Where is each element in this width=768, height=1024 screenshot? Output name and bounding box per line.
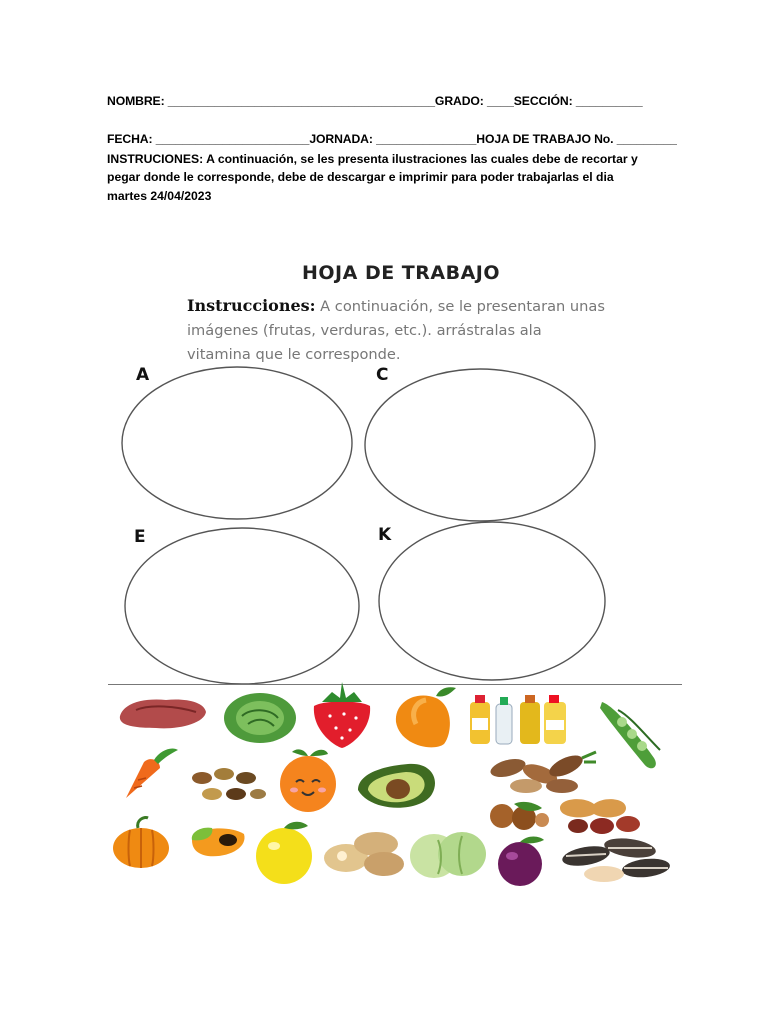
circle-vitamin-c[interactable] [365, 369, 595, 521]
plum-icon[interactable] [492, 832, 548, 888]
circle-vitamin-k[interactable] [379, 522, 605, 680]
vitamin-e-label: E [134, 527, 146, 547]
peanuts-icon[interactable] [554, 792, 650, 836]
vitamin-a-label: A [136, 365, 150, 385]
worksheet-instructions-lead: Instrucciones: [187, 296, 316, 315]
circle-vitamin-e[interactable] [125, 528, 359, 684]
lemon-icon[interactable] [252, 820, 318, 886]
carrot-icon[interactable] [118, 742, 182, 802]
strawberry-icon[interactable] [306, 680, 378, 750]
almonds-icon[interactable] [486, 748, 598, 798]
header-instructions: INSTRUCIONES: A continuación, se les presenta ilustraciones las cuales debe de recortar y pegar donde le corresponde, debe de descargar e imprimir para poder trabajarlas el dia martes 24/04/2023 [107, 152, 638, 203]
green-beans-icon[interactable] [594, 692, 670, 774]
spices-icon[interactable] [188, 764, 268, 806]
circle-vitamin-a[interactable] [122, 367, 352, 519]
papaya-icon[interactable] [188, 820, 248, 862]
liver-icon[interactable] [116, 690, 210, 734]
avocado-icon[interactable] [352, 756, 444, 816]
worksheet-image [108, 222, 682, 888]
vitamin-k-label: K [378, 525, 392, 545]
lettuce-icon[interactable] [220, 688, 300, 746]
vitamin-c-label: C [376, 365, 389, 385]
oil-bottles-icon[interactable] [464, 692, 576, 748]
sunflower-seeds-icon[interactable] [560, 834, 676, 888]
worksheet-instructions-text: A continuación, se le presentaran unas imágenes (frutas, verduras, etc.). arrástralas ala vitamina que le corresponde. [187, 298, 605, 363]
mango-icon[interactable] [386, 684, 458, 752]
hazelnuts-icon[interactable] [486, 798, 552, 832]
cabbage-icon[interactable] [408, 828, 488, 882]
worksheet-title: HOJA DE TRABAJO [302, 262, 501, 284]
date-shift-worksheet-line: FECHA: _______________________JORNADA: _______________HOJA DE TRABAJO No. _________ [107, 132, 677, 146]
potatoes-icon[interactable] [320, 828, 410, 878]
vitamin-circles [108, 222, 682, 692]
orange-icon[interactable] [270, 744, 346, 814]
name-grade-section-line: NOMBRE: ________________________________________GRADO: ____SECCIÓN: __________ [107, 94, 643, 108]
pumpkin-icon[interactable] [110, 814, 172, 870]
